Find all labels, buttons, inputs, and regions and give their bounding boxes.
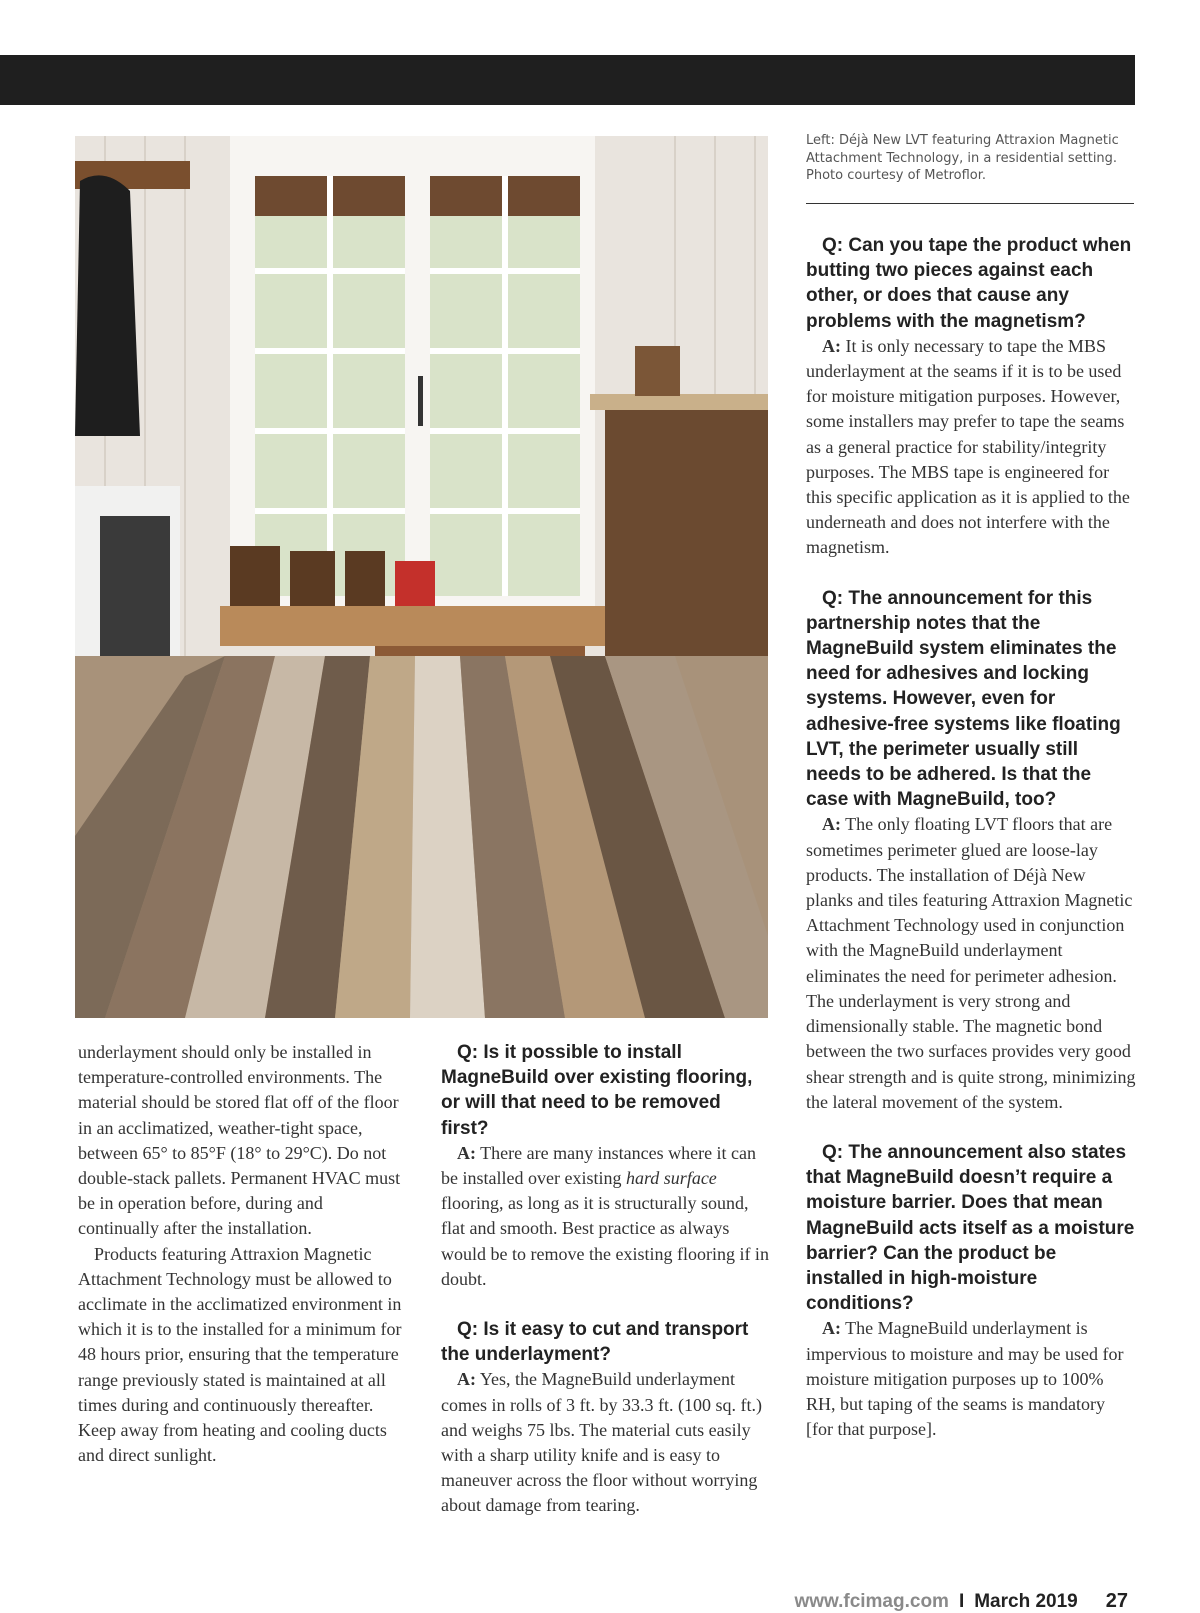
body-paragraph: underlayment should only be installed in temperature-controlled environments. The material should be stored flat off of the floor in an acclimatized, weather-tight space, between 65° to 85°F (18° to 29°C). Do not double-stack pallets. Permanent HVAC must be in operation before, during and continually after the installation. xyxy=(78,1042,401,1239)
photo-icon xyxy=(75,136,768,1018)
question-text: Q: Is it easy to cut and transport the underlayment? xyxy=(441,1319,749,1366)
question-text: Q: Can you tape the product when butting two pieces against each other, or does that cause any problems with the magnetism? xyxy=(806,235,1132,332)
question-text: Q: The announcement for this partnership notes that the MagneBuild system eliminates the need for adhesives and locking systems. However, even for adhesive-free systems like floating LVT, the perimeter usually still needs to be adhered. Is that the case with MagneBuild, too? xyxy=(806,587,1121,811)
answer-text: The only floating LVT floors that are sometimes perimeter glued are loose-lay products. The installation of Déjà New planks and tiles featuring Attraxion Magnetic Attachment Technology used in conjunction with the MagneBuild underlayment eliminates the need for perimeter adhesion. The underlayment is very strong and dimensionally stable. The magnetic bond between the two surfaces provides very good shear strength and is quite strong, minimizing the lateral movement of the system. xyxy=(806,814,1136,1112)
answer-emphasis: hard surface xyxy=(625,1168,717,1189)
article-column-1 xyxy=(78,1040,408,1468)
caption-divider xyxy=(806,203,1134,204)
answer-text: The MagneBuild underlayment is impervious to moisture and may be used for moisture mitigation purposes up to 100% RH, but taping of the seams is mandatory [for that purpose]. xyxy=(806,1318,1124,1440)
answer-label: A: xyxy=(457,1142,476,1163)
answer-text: There are many instances where it can be installed over existing xyxy=(441,1142,757,1189)
body-paragraph: Products featuring Attraxion Magnetic Attachment Technology must be allowed to acclimate in the acclimatized environment in which it is to the installed for a minimum for 48 hours prior, ensuring that the temperature range previously stated is maintained at all times during and continuously thereafter. Keep away from heating and cooling ducts and direct sunlight. xyxy=(78,1243,402,1466)
question-heading xyxy=(806,1140,1136,1316)
question-heading xyxy=(806,233,1136,334)
question-text: Q: Is it possible to install MagneBuild over existing flooring, or will that need to be removed first? xyxy=(441,1042,753,1139)
answer-label: A: xyxy=(822,814,841,835)
question-text: Q: The announcement also states that MagneBuild doesn’t require a moisture barrier. Does that mean MagneBuild acts itself as a moisture barrier? Can the product be installed in high-moisture conditions? xyxy=(806,1141,1135,1315)
answer-paragraph xyxy=(806,1316,1136,1442)
answer-label: A: xyxy=(457,1369,476,1390)
footer-separator: I xyxy=(958,1591,965,1612)
answer-paragraph xyxy=(806,334,1136,561)
page-number: 27 xyxy=(1105,1590,1128,1612)
answer-label: A: xyxy=(822,1318,841,1339)
article-photo xyxy=(75,136,768,1018)
page-footer xyxy=(794,1590,1128,1613)
photo-caption: Left: Déjà New LVT featuring Attraxion Magnetic Attachment Technology, in a residential setting. Photo courtesy of Metroflor. xyxy=(806,133,1119,183)
article-column-2 xyxy=(441,1040,771,1519)
answer-paragraph xyxy=(441,1367,771,1518)
answer-paragraph xyxy=(441,1141,771,1292)
header-bar xyxy=(0,55,1135,105)
question-heading xyxy=(441,1040,771,1141)
question-heading xyxy=(441,1317,771,1367)
answer-text: flooring, as long as it is structurally sound, flat and smooth. Best practice as always would be to remove the existing flooring if in doubt. xyxy=(441,1193,769,1289)
answer-text: It is only necessary to tape the MBS underlayment at the seams if it is to be used for moisture mitigation purposes. However, some installers may prefer to tape the seams as a general practice for stability/integrity purposes. The MBS tape is engineered for this specific application as it is applied to the underneath and does not interfere with the magnetism. xyxy=(806,335,1130,558)
answer-label: A: xyxy=(822,335,841,356)
footer-issue: March 2019 xyxy=(974,1591,1078,1612)
footer-url[interactable]: www.fcimag.com xyxy=(794,1591,949,1612)
article-column-3 xyxy=(806,233,1136,1442)
answer-text: Yes, the MagneBuild underlayment comes in rolls of 3 ft. by 33.3 ft. (100 sq. ft.) and weighs 75 lbs. The material cuts easily with a sharp utility knife and is easy to maneuver across the floor without worrying about damage from tearing. xyxy=(441,1369,762,1516)
answer-paragraph xyxy=(806,812,1136,1114)
question-heading xyxy=(806,586,1136,813)
